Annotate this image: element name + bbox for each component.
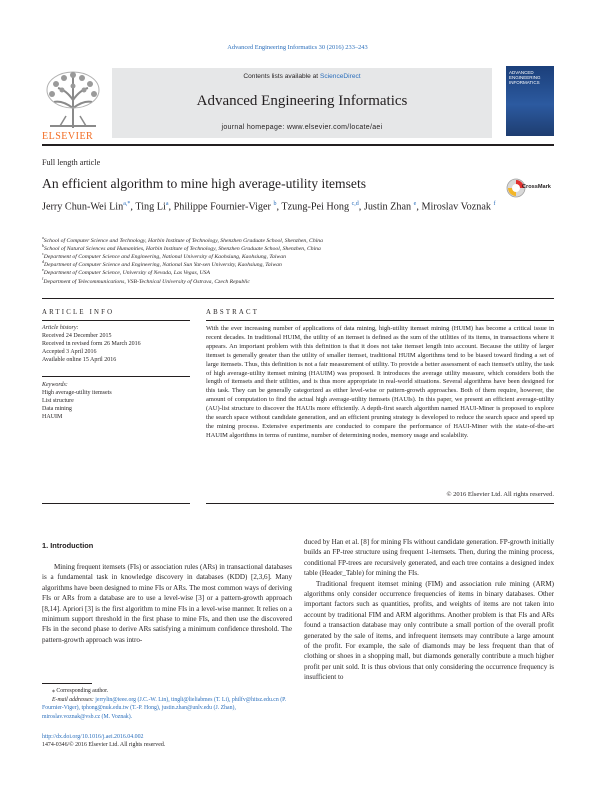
author-mark[interactable]: a,* xyxy=(123,201,131,207)
journal-title: Advanced Engineering Informatics xyxy=(196,93,408,109)
email-label: E-mail addresses: xyxy=(52,696,94,703)
affiliation-text: School of Computer Science and Technology, Harbin Institute of Technology, Shenzhen Graduate School, Shenzhen, China xyxy=(43,237,323,244)
sciencedirect-link[interactable]: ScienceDirect xyxy=(319,73,361,80)
corresponding-author-text: Corresponding author. xyxy=(56,688,109,694)
abstract-divider xyxy=(206,320,554,321)
article-title: An efficient algorithm to mine high average-utility itemsets xyxy=(42,176,367,191)
body-column-left xyxy=(42,562,292,645)
copyright-line: © 2016 Elsevier Ltd. All rights reserved. xyxy=(446,491,554,498)
author-list: Jerry Chun-Wei Lin$^{a,*}$, Ting Li$^a$, Philippe Fournier-Viger $^b$, Tzung-Pei Hong $^{c,d}$, Justin Zhan $^e$, Miroslav Voznak $^f$ xyxy=(42,201,496,213)
affiliation-mark: e xyxy=(42,267,44,272)
author-name[interactable]: Ting Li xyxy=(135,201,166,213)
history-item: Accepted 3 April 2016 xyxy=(42,349,97,355)
article-info-divider xyxy=(42,320,190,321)
affiliation-text: Department of Computer Science and Engineering, National University of Kaohsiung, Kaohsiung, Taiwan xyxy=(43,253,286,260)
affiliation-mark: f xyxy=(42,276,44,281)
doi-link[interactable]: http://dx.doi.org/10.1016/j.aei.2016.04.002 xyxy=(42,734,144,740)
history-item: Available online 15 April 2016 xyxy=(42,357,117,363)
publisher-logo[interactable]: ELSEVIER xyxy=(42,131,94,142)
keyword: Data mining xyxy=(42,406,72,412)
affiliation xyxy=(42,276,250,285)
author-name[interactable]: Philippe Fournier-Viger xyxy=(173,201,271,213)
keyword: HAUIM xyxy=(42,414,63,420)
journal-homepage xyxy=(112,124,492,131)
history-label: Article history: xyxy=(42,325,79,331)
title-divider xyxy=(42,298,554,299)
journal-reference[interactable]: Advanced Engineering Informatics 30 (2016) 233–243 xyxy=(227,44,368,51)
keyword: List structure xyxy=(42,398,74,404)
history-item: Received 24 December 2015 xyxy=(42,333,112,339)
body-paragraph: duced by Han et al. [8] for mining FIs without candidate generation. FP-growth initially builds an FP-tree structure using frequent 1-itemsets. Then, during the mining process, conditional FP-trees are recursively generated, and each tree contains a designed index table (Header_Table) for mining the FIs. xyxy=(304,538,554,578)
header-divider xyxy=(42,144,554,146)
cover-title: ADVANCED ENGINEERING INFORMATICS xyxy=(509,70,541,85)
author-mark[interactable]: b xyxy=(273,201,277,207)
author-name[interactable]: Tzung-Pei Hong xyxy=(281,201,350,213)
affiliation-text: Department of Telecommunications, VSB-Technical University of Ostrava, Czech Republic xyxy=(43,278,250,285)
homepage-prefix: journal homepage: xyxy=(221,124,287,131)
journal-cover-thumbnail[interactable] xyxy=(506,66,554,136)
author-mark[interactable]: a xyxy=(165,201,169,207)
body-paragraph: Traditional frequent itemset mining (FIM) and association rule mining (ARM) algorithms only consider occurrence frequencies of items in binary databases. Other important factors such as quantities, profits, and weights of items are not taken into account by traditional FIM and ARM algorithms. Another problem is that FIs and ARs found a transaction database may only contribute a small portion of the overall profit generated by the sale of items, and infrequent itemsets may contribute a large amount of the profit. For example, the sale of diamonds may be less frequent than that of clothing or shoes in a shopping mall, but diamonds generally contribute a much higher profit per unit sold. It is thus obvious that only considering the occurrence frequency is insufficient to xyxy=(304,579,554,682)
affiliation-mark: c xyxy=(42,251,44,256)
affiliation xyxy=(42,267,210,276)
corresponding-author-note: ⁎ Corresponding author. xyxy=(52,688,109,694)
author-name[interactable]: Jerry Chun-Wei Lin xyxy=(42,201,124,213)
affiliation-mark: b xyxy=(42,243,44,248)
author-mark[interactable]: e xyxy=(413,201,417,207)
section-heading-introduction: 1. Introduction xyxy=(42,541,94,550)
affiliation-mark: d xyxy=(42,259,44,264)
body-column-right xyxy=(304,537,554,683)
author-name[interactable]: Miroslav Voznak xyxy=(421,201,491,213)
email-addresses xyxy=(42,696,292,722)
footnotes xyxy=(42,687,292,721)
issn-line: 1474-0346/© 2016 Elsevier Ltd. All rights reserved. xyxy=(42,742,166,748)
article-info-bottom-divider xyxy=(42,503,190,504)
affiliation-text: School of Natural Sciences and Humanities, Harbin Institute of Technology, Shenzhen Graduate School, Shenzhen, China xyxy=(44,245,321,252)
affiliation-text: Department of Computer Science, University of Nevada, Las Vegas, USA xyxy=(43,269,210,276)
abstract-bottom-divider xyxy=(206,503,554,504)
history-item: Received in revised form 26 March 2016 xyxy=(42,341,141,347)
doi-block xyxy=(42,733,292,749)
keyword: High average-utility itemsets xyxy=(42,390,112,396)
email-list[interactable]: jerrylin@ieee.org (J.C.-W. Lin), tingli@lieliabmes (T. Li), philfv@hitsz.edu.cn (P. Fournier-Viger), tphong@nuk.edu.tw (T.-P. Hong), justin.zhan@unlv.edu (J. Zhan), miroslav.voznak@vsb.cz (M. Voznak). xyxy=(42,696,287,720)
homepage-link[interactable]: www.elsevier.com/locate/aei xyxy=(286,124,383,131)
footnote-divider xyxy=(42,683,92,684)
author-mark[interactable]: f xyxy=(493,201,496,207)
crossmark-label[interactable]: CrossMark xyxy=(522,184,551,190)
keywords-divider xyxy=(42,376,190,377)
affiliation-text: Department of Computer Science and Engineering, National Sun Yat-sen University, Kaohsiung, Taiwan xyxy=(44,261,282,268)
abstract-heading: ABSTRACT xyxy=(206,309,260,316)
author-name[interactable]: Justin Zhan xyxy=(363,201,412,213)
body-paragraph: Mining frequent itemsets (FIs) or association rules (ARs) in transactional databases is a fundamental task in knowledge discovery in databases (KDD) [2,3,6]. Many algorithms have been designed to mine FIs or ARs. The most common ways of deriving FIs or ARs from a database are to use a level-wise [3] or a pattern-growth approach [8,14]. Apriori [3] is the first algorithm to mine FIs in a level-wise manner. It relies on a minimum support threshold in the first phase to mine FIs, and then use the discovered FIs in the second phase to derive ARs satisfying a minimum confidence threshold. The pattern-growth approach was intro- xyxy=(42,563,292,644)
contents-prefix: Contents lists available at xyxy=(243,73,320,80)
article-info-heading: ARTICLE INFO xyxy=(42,309,115,316)
contents-line xyxy=(112,73,492,80)
author-mark[interactable]: c,d xyxy=(351,201,359,207)
article-type: Full length article xyxy=(42,158,101,167)
affiliation-mark: a xyxy=(42,235,44,240)
abstract-text: With the ever increasing number of applications of data mining, high-utility itemset mining (HUIM) has become a critical issue in recent decades. In traditional HUIM, the utility of an itemset is defined as the sum of the utilities of its items, in transactions where it appears. An important problem with this definition is that it does not take itemset length into account. Because the utility of larger itemset is generally greater than the utility of smaller itemset, traditional HUIM algorithms tend to be biased toward finding a set of large itemsets. Thus, this definition is not a fair measurement of utility. To provide a better assessment of each itemset's utility, the task of high average-utility itemset mining (HAUIM) was proposed. It introduces the average utility measure, which considers both the length of itemsets and their utilities, and is thus more appropriate in real-world situations. Several algorithms have been designed for this task. They can be generally categorized as either level-wise or pattern-growth approaches. Both of them require, however, the amount of computation to find the actual high average-utility itemsets (HAUIs). In this paper, we present an efficient average-utility (AU)-list structure to discover the HAUIs more efficiently. A depth-first search algorithm named HAUI-Miner is proposed to explore the search space without candidate generation, and an efficient pruning strategy is developed to reduce the search space and speed up the mining process. Extensive experiments are conducted to compare the performance of HAUI-Miner with the state-of-the-art HAUIM algorithms in terms of runtime, number of determining nodes, memory usage and scalability. xyxy=(206,325,554,439)
elsevier-tree-logo xyxy=(42,68,104,132)
keywords-label: Keywords: xyxy=(42,382,68,388)
